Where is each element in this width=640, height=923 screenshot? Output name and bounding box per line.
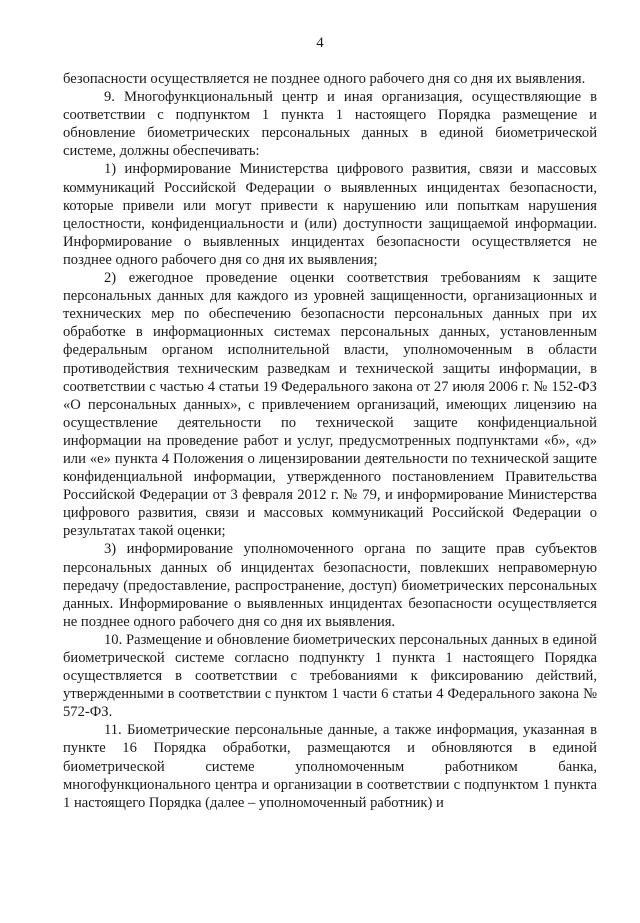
paragraph-continuation: безопасности осуществляется не позднее одного рабочего дня со дня их выявления. [63,71,586,87]
page-number: 4 [316,35,324,51]
paragraph-item-9: 9. Многофункциональный центр и иная организация, осуществляющие в соответствии с подпунктом 1 пункта 1 настоящего Порядка размещение и обновление биометрических персональных данных в единой биометрической системе, должны обеспечивать: [63,89,597,160]
paragraph-subitem-2: 2) ежегодное проведение оценки соответствия требованиям к защите персональных данных для каждого из уровней защищенности, организационных и технических мер по обеспечению безопасности персональных данных при их обработке в информационных системах персональных данных, установленным федеральным органом исполнительной власти, уполномоченным в области противодействия техническим разведкам и технической защиты информации, в соответствии с частью 4 статьи 19 Федерального закона от 27 июля 2006 г. № 152-ФЗ «О персональных данных», с привлечением организаций, имеющих лицензию на осуществление деятельности по технической защите конфиденциальной информации на проведение работ и услуг, предусмотренных подпунктами «б», «д» или «е» пункта 4 Положения о лицензировании деятельности по технической защите конфиденциальной информации, утвержденного постановлением Правительства Российской Федерации от 3 февраля 2012 г. № 79, и информирование Министерства цифрового развития, связи и массовых коммуникаций Российской Федерации о результатах такой оценки; [63,270,597,540]
paragraph-subitem-1: 1) информирование Министерства цифрового развития, связи и массовых коммуникаций Российской Федерации о выявленных инцидентах безопасности, которые привели или могут привести к нарушению или попыткам нарушения целостности, конфиденциальности и (или) доступности защищаемой информации. Информирование о выявленных инцидентах безопасности осуществляется не позднее одного рабочего дня со дня их выявления; [63,161,597,268]
document-body [63,70,597,812]
paragraph-item-11: 11. Биометрические персональные данные, а также информация, указанная в пункте 16 Порядка обработки, размещаются и обновляются в единой биометрической системе уполномоченным работником банка, многофункционального центра и организации в соответствии с подпунктом 1 пункта 1 настоящего Порядка (далее – уполномоченный работник) и [63,722,597,811]
paragraph-item-10: 10. Размещение и обновление биометрических персональных данных в единой биометрической системе согласно подпункту 1 пункта 1 настоящего Порядка осуществляется в соответствии с требованиями к фиксированию действий, утвержденными в соответствии с пунктом 1 части 6 статьи 4 Федерального закона № 572-ФЗ. [63,631,597,721]
paragraph-subitem-3: 3) информирование уполномоченного органа по защите прав субъектов персональных данных об инцидентах безопасности, повлекших неправомерную передачу (предоставление, распространение, доступ) биометрических персональных данных. Информирование о выявленных инцидентах безопасности осуществляется не позднее одного рабочего дня со дня их выявления. [63,541,597,630]
